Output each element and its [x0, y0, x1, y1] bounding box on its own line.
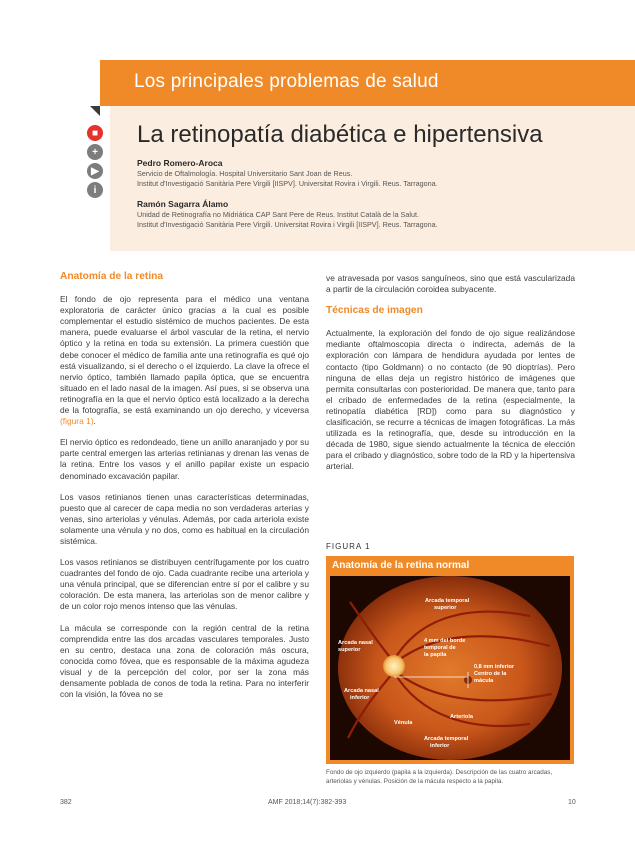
- author-name: Pedro Romero-Aroca: [137, 158, 223, 168]
- banner-notch: [90, 106, 100, 116]
- paragraph: Los vasos retinianos se distribuyen centrífugamente por los cuatro cuadrantes del fondo de ojo. Cada cuadrante recibe una arteriola y una vénula principal, que se diferencian entre sí por el calibre y su coloración. De esta manera, las arteriolas son de menor calibre y de un color rojo menos intenso que las vénulas.: [60, 557, 309, 612]
- label-venula: Vénula: [394, 720, 413, 726]
- journal-citation: AMF 2018;14(7):382-393: [268, 799, 347, 806]
- right-column: [326, 273, 575, 483]
- section-heading: Técnicas de imagen: [326, 305, 423, 317]
- label-arc-nasal-inf: Arcada nasal inferior: [344, 688, 379, 701]
- play-icon[interactable]: ▶: [87, 163, 103, 179]
- info-icon[interactable]: i: [87, 182, 103, 198]
- figure-box: [326, 556, 574, 764]
- figure-reference-link[interactable]: (figura 1): [60, 416, 94, 427]
- figure-caption: Fondo de ojo izquierdo (papila a la izquierda). Descripción de las cuatro arcadas, arteriolas y vénulas. Posición de la mácula respecto a la papila.: [326, 769, 553, 785]
- label-08mm: 0,8 mm inferior Centro de la mácula: [474, 664, 515, 684]
- author-name: Ramón Sagarra Álamo: [137, 199, 229, 209]
- paragraph: El fondo de ojo representa para el médico una ventana exploratoria de carácter único gracias a la cual es posible complementar el estudio sistémico de muchos pacientes. De esta manera, puede evaluarse el árbol vascular de la retina, el nervio óptico y la retina en toda su extensión. La primera cuestión que debe conocer el médico de familia ante una retinografía es qué ojo está visualizando, si el derecho o el izquierdo. La clave la ofrece el nervio óptico, también llamado papila óptica, que se encuentra situado en el lado nasal de la imagen. Así pues, si se observa una retinografía en la que el nervio óptico está localizado a la derecha de la fotografía, se está examinando un ojo derecho, y viceversa (figura 1).: [60, 294, 309, 427]
- retina-image: [330, 576, 570, 760]
- label-4mm: 4 mm del borde temporal de la papila: [424, 638, 466, 658]
- label-arc-nasal-sup: Arcada nasal superior: [338, 640, 373, 653]
- author-1: [137, 158, 627, 189]
- section-title: Los principales problemas de salud: [134, 71, 439, 92]
- figure-label: FIGURA 1: [326, 542, 371, 551]
- left-column: [60, 271, 309, 710]
- paragraph: La mácula se corresponde con la región central de la retina comprendida entre las dos arcadas vasculares temporales. Justo en su centro, destaca una zona de coloración más oscura, conocida como fóvea, que es responsable de la máxima agudeza visual y de la percepción del color, por ser la zona más densamente poblada de conos de toda la retina. Para no interferir con la visión, la fóvea no se: [60, 622, 309, 700]
- label-arteriola: Arteriola: [450, 714, 474, 720]
- section-heading: Anatomía de la retina: [60, 271, 164, 282]
- paragraph: El nervio óptico es redondeado, tiene un anillo anaranjado y por su parte central emergen las arterias retinianas y drenan las venas de la retina. Entre los vasos y el anillo papilar existe un espacio denominado excavación papilar.: [60, 437, 309, 481]
- figure-title: Anatomía de la retina normal: [332, 560, 470, 571]
- author-affiliation: Servicio de Oftalmología. Hospital Universitario Sant Joan de Reus.: [137, 169, 353, 178]
- article-title: La retinopatía diabética e hipertensiva: [137, 121, 543, 148]
- page-number: 382: [60, 799, 72, 806]
- section-banner: [100, 60, 635, 106]
- page-index: 10: [568, 799, 576, 806]
- label-arc-temp-inf: Arcada temporal inferior: [424, 736, 469, 749]
- icon-column: [87, 125, 105, 201]
- paragraph: Actualmente, la exploración del fondo de ojo sigue realizándose mediante oftalmoscopia directa o indirecta, además de la exploración con lámpara de hendidura ayudada por lentes de contacto (tipo Goldmann) o no contacto (de 90 dioptrías). Pero ninguna de ellas deja un registro histórico de imágenes que permita consultarlas con posterioridad. De manera que, tanto para el cribado de enfermedades de la retina (especialmente, la retinopatía diabética [RD]) como para su diagnóstico y clasificación, se recurre a técnicas de imagen fotográficas. La más utilizada es la retinografía, que, desde su introducción en la década de 1980, sigue siendo actualmente la técnica de elección para el cribado y diagnóstico, sobre todo de la RD y la hipertensiva arterial.: [326, 328, 575, 472]
- stop-icon[interactable]: ■: [87, 125, 103, 141]
- author-affiliation: Unidad de Retinografía no Midriática CAP Sant Pere de Reus. Institut Català de la Salut.: [137, 210, 419, 219]
- label-arc-temp-sup: Arcada temporal superior: [425, 598, 470, 611]
- author-affiliation: Institut d'Investigació Sanitària Pere Virgili. Universitat Rovira i Virgili [IISPV]. Reus. Tarragona.: [137, 220, 438, 229]
- plus-icon[interactable]: +: [87, 144, 103, 160]
- author-affiliation: Institut d'Investigació Sanitària Pere Virgili [IISPV]. Universitat Rovira i Virgili. Reus. Tarragona.: [137, 179, 438, 188]
- optic-disc: [383, 655, 405, 677]
- paragraph: Los vasos retinianos tienen unas características determinadas, puesto que al carecer de capa media no son verdaderas arterias y venas, sino arteriolas y vénulas. Además, por cada arteriola existe solamente una vénula y no dos, como es habitual en la circulación sistémica.: [60, 491, 309, 546]
- paragraph: ve atravesada por vasos sanguíneos, sino que está vascularizada a partir de la circulación coroidea subyacente.: [326, 273, 575, 295]
- author-2: [137, 199, 627, 230]
